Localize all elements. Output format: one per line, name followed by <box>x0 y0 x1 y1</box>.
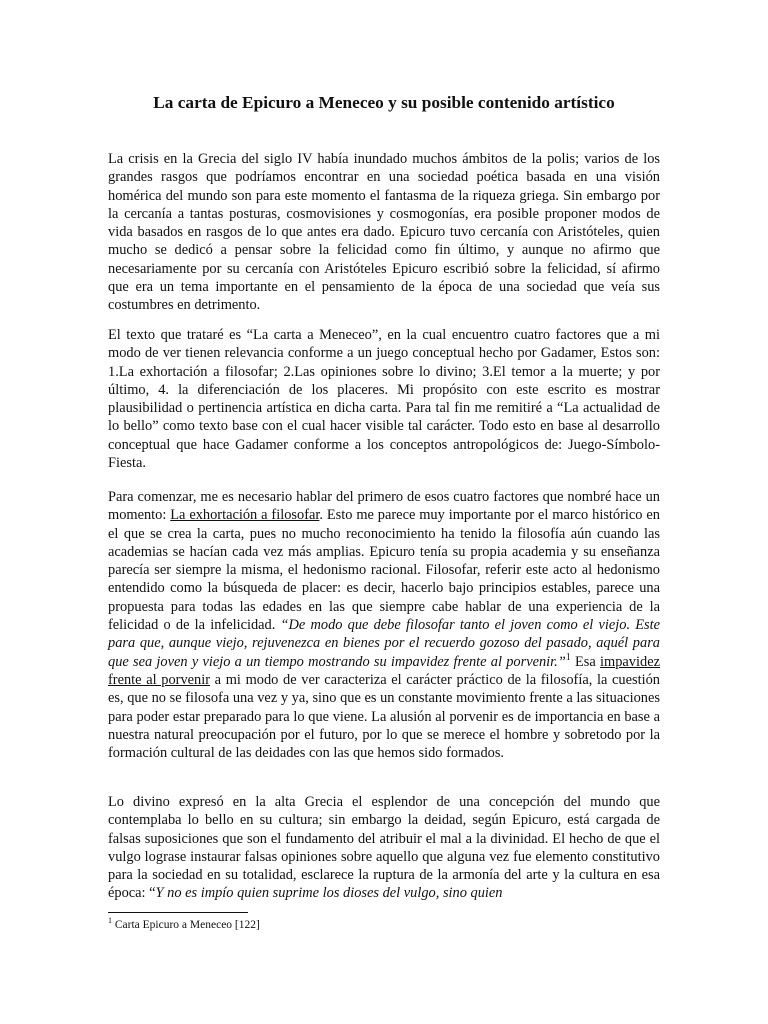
footnote <box>108 918 260 932</box>
underlined-exhortation: La exhortación a filosofar <box>170 507 320 524</box>
footnote-divider <box>108 912 248 913</box>
footnote-ref: 1 <box>565 651 571 663</box>
exhortation-text-a: Para comenzar, me es necesario hablar del primero de esos cuatro factores que nombré hace un momento: <box>108 489 660 524</box>
divine-quote: Y no es impío quien suprime los dioses del vulgo, sino quien <box>155 885 503 902</box>
paragraph-intro: La crisis en la Grecia del siglo IV había inundado muchos ámbitos de la polis; varios de los grandes rasgos que podríamos encontrar en una sociedad poética basada en una visión homérica del mundo son para este momento el fantasma de la riqueza griega. Sin embargo por la cercanía a tantas posturas, cosmovisiones y cosmogonías, era posible proponer modos de vida basados en rasgos de lo que antes era dado. Epicuro tuvo cercanía con Aristóteles, quien mucho se dedicó a pensar sobre la felicidad como fin último, y aunque no afirmo que necesariamente por su cercanía con Aristóteles Epicuro escribió sobre la felicidad, sí afirmo que era un tema importante en el pensamiento de la época de una sociedad que veía sus costumbres en detrimento. <box>108 151 660 314</box>
exhortation-text-d: a mi modo de ver caracteriza el carácter práctico de la filosofía, la cuestión es, que no se filosofa una vez y ya, sino que es un constante movimiento frente a las situaciones para poder estar preparado para lo que viene. La alusión al porvenir es de importancia en base a nuestra natural preocupación por el futuro, por lo que se merece el hombre y sobretodo por la formación cultural de las deidades con las que hemos sido formados. <box>108 671 660 762</box>
paragraph-divine <box>108 793 660 903</box>
footnote-text: Carta Epicuro a Meneceo [122] <box>112 919 260 931</box>
exhortation-text-b: . Esto me parece muy importante por el marco histórico en el que se crea la carta, pues no mucho reconocimiento ha tenido la filosofía aún cuando las academias se hacían cada vez más amplias. Epicuro tenía su propia academia y su enseñanza parecía ser siempre la misma, el hedonismo racional. Filosofar, referir este acto al hedonismo entendido como la búsqueda de placer: es decir, hacerlo bajo principios estables, parece una propuesta para todas las edades en las que siempre cabe hablar de una experiencia de la felicidad o de la infelicidad. <box>108 507 660 634</box>
divine-text-a: Lo divino expresó en la alta Grecia el esplendor de una concepción del mundo que contemplaba lo bello en su cultura; sin embargo la deidad, según Epicuro, está cargada de falsas suposiciones que son el fundamento del atribuir el mal a la divinidad. El hecho de que el vulgo lograse instaurar falsas opiniones sobre aquello que alguna vez fue elemento constitutivo para la sociedad en su totalidad, esclarece la ruptura de la armonía del arte y la cultura en esa época: “ <box>108 794 660 902</box>
exhortation-text-c: Esa <box>570 653 601 670</box>
document-title: La carta de Epicuro a Meneceo y su posible contenido artístico <box>153 93 615 112</box>
paragraph-thesis: El texto que trataré es “La carta a Meneceo”, en la cual encuentro cuatro factores que a mi modo de ver tienen relevancia conforme a un juego conceptual hecho por Gadamer, Estos son: 1.La exhortación a filosofar; 2.Las opiniones sobre lo divino; 3.El temor a la muerte; y por último, 4. la diferenciación de los placeres. Mi propósito con este escrito es mostrar plausibilidad o pertinencia artística en dicha carta. Para tal fin me remitiré a “La actualidad de lo bello” como texto base con el cual hacer visible tal carácter. Todo esto en base al desarrollo conceptual que hace Gadamer conforme a los conceptos antropológicos de: Juego-Símbolo-Fiesta. <box>108 327 660 472</box>
footnote-number: 1 <box>108 916 112 926</box>
underlined-impavidez: impavidez frente al porvenir <box>108 653 660 688</box>
epicurus-quote: “De modo que debe filosofar tanto el joven como el viejo. Este para que, aunque viejo, rejuvenezca en bienes por el recuerdo gozoso del pasado, aquél para que sea joven y viejo a un tiempo mostrando su impavidez frente al porvenir.” <box>108 617 660 670</box>
paragraph-exhortation <box>108 488 660 762</box>
